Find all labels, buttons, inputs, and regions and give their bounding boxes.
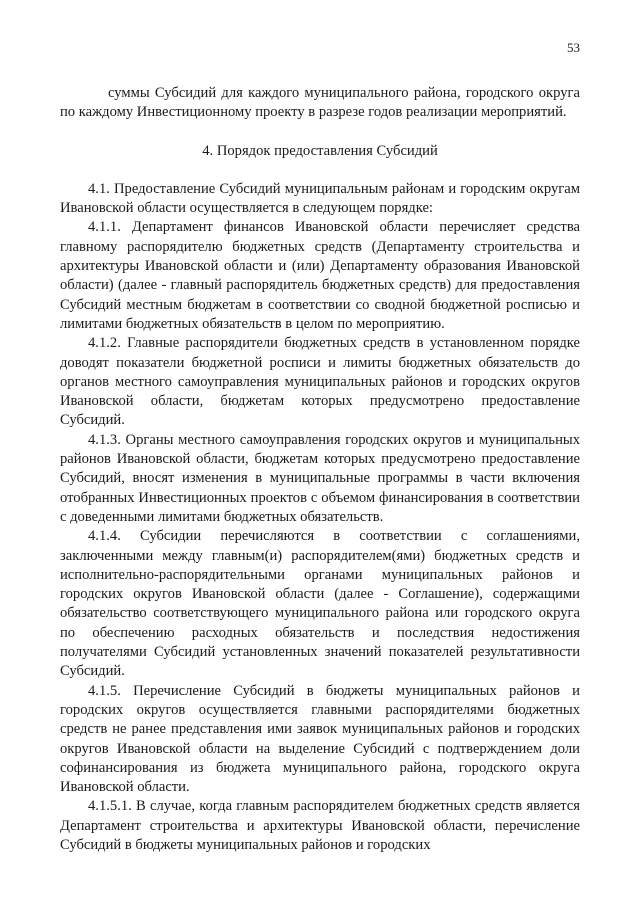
section-title: 4. Порядок предоставления Субсидий: [202, 142, 438, 159]
paragraph-4-1-4: 4.1.4. Субсидии перечисляются в соответствии с соглашениями, заключенными между главным(и) распорядителем(ями) бюджетных средств и исполнительно-распорядительными органами муниципальных районов и городских округов Ивановской области (далее - Соглашение), содержащими обязательство соответствующего муниципального района или городского округа по обеспечению расходных обязательств и последствия недостижения получателями Субсидий установленных значений показателей результативности Субсидий.: [60, 528, 580, 680]
page-number: 53: [567, 40, 580, 55]
paragraph-4-1-1: 4.1.1. Департамент финансов Ивановской области перечисляет средства главному распорядителю бюджетных средств (Департаменту строительства и архитектуры Ивановской области и (или) Департаменту образования Ивановской области) (далее - главный распорядитель бюджетных средств) для предоставления Субсидий местным бюджетам в соответствии со сводной бюджетной росписью и лимитами бюджетных обязательств в целом по мероприятию.: [60, 219, 580, 332]
paragraph-4-1-3: 4.1.3. Органы местного самоуправления городских округов и муниципальных районов Ивановской области, бюджетам которых предусмотрено предоставление Субсидий, вносят изменения в муниципальные программы в части включения отобранных Инвестиционных проектов с объемом финансирования в соответствии с доведенными лимитами бюджетных обязательств.: [60, 431, 580, 525]
paragraph-4-1-5-1: 4.1.5.1. В случае, когда главным распорядителем бюджетных средств является Департамент строительства и архитектуры Ивановской области, перечисление Субсидий в бюджеты муниципальных районов и городских: [60, 798, 580, 853]
paragraph-4-1: 4.1. Предоставление Субсидий муниципальным районам и городским округам Ивановской области осуществляется в следующем порядке:: [60, 180, 580, 217]
paragraph-4-1-2: 4.1.2. Главные распорядители бюджетных средств в установленном порядке доводят показатели бюджетной росписи и лимиты бюджетных обязательств до органов местного самоуправления муниципальных районов и городских округов Ивановской области, бюджетам которых предусмотрено предоставление Субсидий.: [60, 335, 580, 429]
paragraph-4-1-5: 4.1.5. Перечисление Субсидий в бюджеты муниципальных районов и городских округов осуществляется главными распорядителями бюджетных средств не ранее представления ими заявок муниципальных районов и городских округов Ивановской области на выделение Субсидий с подтверждением доли софинансирования из бюджета муниципального района, городского округа Ивановской области.: [60, 682, 580, 796]
document-body: [60, 84, 580, 855]
paragraph-intro: суммы Субсидий для каждого муниципального района, городского округа по каждому Инвестиционному проекту в разрезе годов реализации мероприятий.: [60, 85, 580, 121]
